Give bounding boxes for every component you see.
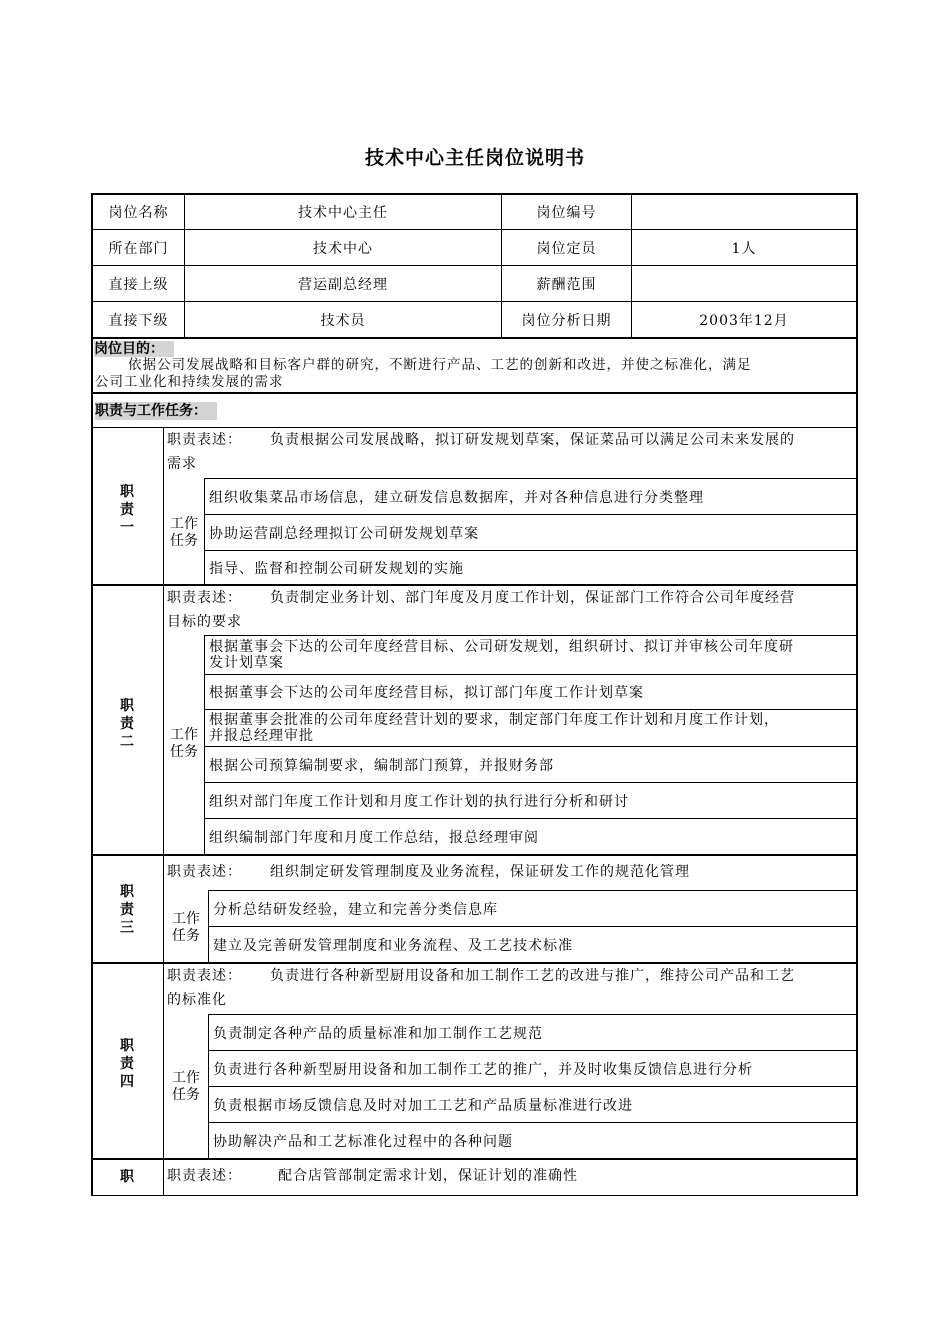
purpose-heading: 岗位目的： xyxy=(94,341,174,357)
duty-1-task-label: 工作 任务 xyxy=(170,516,198,549)
value-subordinate: 技术员 xyxy=(320,312,366,329)
duty-4-task-label: 工作 任务 xyxy=(172,1070,200,1103)
duty-2-task-3: 根据董事会批准的公司年度经营计划的要求，制定部门年度工作计划和月度工作计划， 并报总经理审批 xyxy=(209,712,779,744)
label-headcount: 岗位定员 xyxy=(536,240,597,257)
duty-3-description: 职责表述： 组织制定研发管理制度及业务流程，保证研发工作的规范化管理 xyxy=(167,864,690,880)
duty-1-description: 职责表述： 负责根据公司发展战略，拟订研发规划草案，保证菜品可以满足公司未来发展的 需求 xyxy=(167,432,795,472)
duty-5-description: 职责表述： 配合店管部制定需求计划，保证计划的准确性 xyxy=(167,1168,578,1184)
duty-3-task-1: 分析总结研发经验，建立和完善分类信息库 xyxy=(213,901,498,918)
duty-2-task-1: 根据董事会下达的公司年度经营目标、公司研发规划，组织研讨、拟订并审核公司年度研 发计划草案 xyxy=(209,639,794,671)
duty-1-task-3: 指导、监督和控制公司研发规划的实施 xyxy=(209,560,464,577)
duty-2-task-6: 组织编制部门年度和月度工作总结，报总经理审阅 xyxy=(209,829,539,846)
purpose-text-line2: 公司工业化和持续发展的需求 xyxy=(95,374,284,390)
duty-2-description: 职责表述： 负责制定业务计划、部门年度及月度工作计划，保证部门工作符合公司年度经营 目标的要求 xyxy=(167,590,795,630)
label-department: 所在部门 xyxy=(108,240,169,257)
duty-2-task-4: 根据公司预算编制要求，编制部门预算，并报财务部 xyxy=(209,757,554,774)
duty-4-task-2: 负责进行各种新型厨用设备和加工制作工艺的推广，并及时收集反馈信息进行分析 xyxy=(213,1061,753,1078)
duty-4-task-3: 负责根据市场反馈信息及时对加工工艺和产品质量标准进行改进 xyxy=(213,1097,633,1114)
label-subordinate: 直接下级 xyxy=(108,312,169,329)
duty-4-label: 职 责 四 xyxy=(120,1038,134,1090)
duty-3-task-label: 工作 任务 xyxy=(172,911,200,944)
duty-4-task-1: 负责制定各种产品的质量标准和加工制作工艺规范 xyxy=(213,1025,543,1042)
value-salary-range xyxy=(632,266,856,301)
duty-2-task-2: 根据董事会下达的公司年度经营目标，拟订部门年度工作计划草案 xyxy=(209,685,644,701)
duty-3-task-2: 建立及完善研发管理制度和业务流程、及工艺技术标准 xyxy=(213,937,573,954)
duty-2-label: 职 责 二 xyxy=(120,698,134,750)
duties-heading: 职责与工作任务： xyxy=(95,402,217,420)
label-analysis-date: 岗位分析日期 xyxy=(521,312,612,329)
duty-4-task-4: 协助解决产品和工艺标准化过程中的各种问题 xyxy=(213,1133,513,1150)
value-department: 技术中心 xyxy=(313,240,373,257)
duty-3-label: 职 责 三 xyxy=(120,884,134,936)
label-salary-range: 薪酬范围 xyxy=(536,276,597,293)
duty-2-task-5: 组织对部门年度工作计划和月度工作计划的执行进行分析和研讨 xyxy=(209,793,629,810)
duty-5-label: 职 xyxy=(120,1169,134,1185)
duty-1-task-1: 组织收集菜品市场信息，建立研发信息数据库，并对各种信息进行分类整理 xyxy=(209,489,704,506)
duty-2-task-label: 工作 任务 xyxy=(170,727,198,760)
label-superior: 直接上级 xyxy=(108,276,169,293)
purpose-text-line1: 依据公司发展战略和目标客户群的研究，不断进行产品、工艺的创新和改进，并使之标准化，满足 xyxy=(128,357,752,373)
duty-1-label: 职 责 一 xyxy=(120,484,134,536)
duty-4-description: 职责表述： 负责进行各种新型厨用设备和加工制作工艺的改进与推广，维持公司产品和工艺 的标准化 xyxy=(167,968,795,1008)
label-position-name: 岗位名称 xyxy=(108,205,169,221)
value-position-number xyxy=(632,195,856,229)
value-headcount: 1人 xyxy=(731,240,757,257)
value-analysis-date: 2003年12月 xyxy=(699,312,789,329)
duty-1-task-2: 协助运营副总经理拟订公司研发规划草案 xyxy=(209,525,479,542)
value-position-name: 技术中心主任 xyxy=(298,205,388,221)
page-title: 技术中心主任岗位说明书 xyxy=(364,147,585,169)
label-position-number: 岗位编号 xyxy=(536,205,597,221)
value-superior: 营运副总经理 xyxy=(298,276,388,293)
